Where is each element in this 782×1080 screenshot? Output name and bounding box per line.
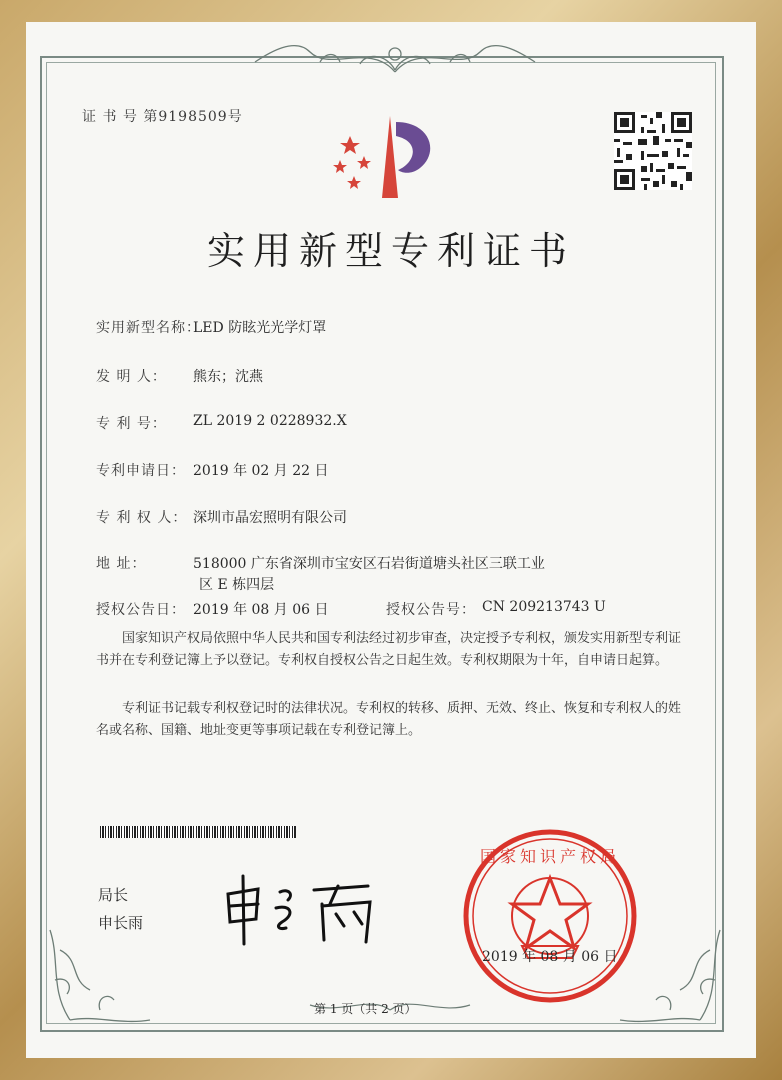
field-label-patentee: 专 利 权 人： xyxy=(96,510,188,526)
field-label-grant-date: 授权公告日： xyxy=(96,602,186,618)
seal-date: 2019 年 08 月 06 日 xyxy=(482,949,618,965)
barcode xyxy=(100,826,296,838)
field-value-patentee: 深圳市晶宏照明有限公司 xyxy=(193,510,347,526)
field-value-name: LED 防眩光光学灯罩 xyxy=(193,320,327,336)
field-label-address: 地 址： xyxy=(96,556,147,572)
director-signature xyxy=(218,864,398,954)
paragraph-grant-statement: 国家知识产权局依照中华人民共和国专利法经过初步审查，决定授予专利权，颁发实用新型专利证书并在专利登记簿上予以登记。专利权自授权公告之日起生效。专利权期限为十年，自申请日起算。 xyxy=(96,631,682,668)
field-label-patent-no: 专 利 号： xyxy=(96,416,167,432)
field-value-inventor: 熊东；沈燕 xyxy=(193,369,263,385)
field-label-inventor: 发 明 人： xyxy=(96,369,167,385)
field-label-name: 实用新型名称： xyxy=(96,320,201,336)
certificate-title: 实用新型专利证书 xyxy=(206,229,575,273)
field-value-address-line1: 518000 广东省深圳市宝安区石岩街道塘头社区三联工业 xyxy=(193,556,545,572)
field-label-filing-date: 专利申请日： xyxy=(96,463,186,479)
paragraph-legal-status: 专利证书记载专利权登记时的法律状况。专利权的转移、质押、无效、终止、恢复和专利权人的姓名或名称、国籍、地址变更等事项记载在专利登记簿上。 xyxy=(96,701,682,738)
qr-code xyxy=(614,112,692,190)
field-value-filing-date: 2019 年 02 月 22 日 xyxy=(193,463,329,479)
director-name: 申长雨 xyxy=(98,914,144,932)
field-value-patent-no: ZL 2019 2 0228932.X xyxy=(193,413,347,429)
field-value-grant-date: 2019 年 08 月 06 日 xyxy=(193,602,329,618)
certificate-number: 证 书 号 第9198509号 xyxy=(82,109,243,125)
bottom-left-ornament xyxy=(40,920,160,1030)
page-number: 第 1 页（共 2 页） xyxy=(314,1002,417,1016)
field-value-grant-no: CN 209213743 U xyxy=(482,599,606,615)
director-title: 局长 xyxy=(98,886,129,904)
official-seal xyxy=(460,826,640,1006)
field-value-address-line2: 区 E 栋四层 xyxy=(199,577,275,593)
seal-text: 国家知识产权局 xyxy=(479,847,621,866)
top-ornament xyxy=(250,32,540,78)
patent-office-logo xyxy=(330,112,450,202)
field-label-grant-no: 授权公告号： xyxy=(386,602,476,618)
